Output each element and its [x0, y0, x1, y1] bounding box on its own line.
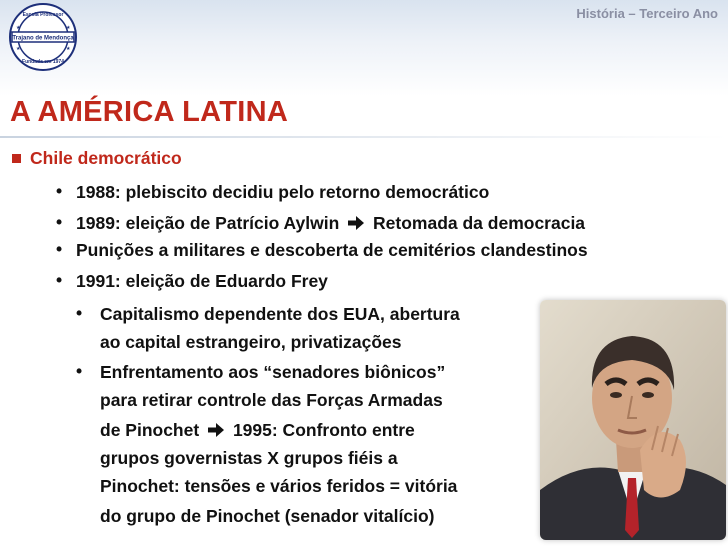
sub-point-2-arrow-before: de Pinochet — [100, 420, 200, 440]
right-arrow-icon — [347, 215, 365, 231]
title-divider — [0, 136, 728, 138]
sub-point-2-line-5: Pinochet: tensões e vários feridos = vitória — [100, 476, 458, 496]
sub-point-2-line-1: Enfrentamento aos “senadores biônicos” — [100, 362, 446, 382]
point-2-after: Retomada da democracia — [373, 213, 586, 233]
point-2-before: 1989: eleição de Patrício Aylwin — [76, 213, 340, 233]
logo-top-text: Escola Professor — [22, 12, 64, 18]
portrait-photo — [540, 300, 726, 540]
sub-point-2-line-6: do grupo de Pinochet (senador vitalício) — [100, 506, 435, 526]
svg-text:★: ★ — [66, 25, 71, 31]
logo-center-text: Trajano de Mendonça — [12, 35, 74, 42]
bullet-dot: • — [56, 270, 63, 290]
bullet-dot: • — [76, 361, 83, 381]
sub-point-2-line-2: para retirar controle das Forças Armadas — [100, 390, 443, 410]
sub-point-1-line-2: ao capital estrangeiro, privatizações — [100, 332, 402, 352]
point-4: 1991: eleição de Eduardo Frey — [76, 271, 328, 291]
logo-bottom-text: Fundada em 1974 — [22, 59, 64, 65]
point-2 — [76, 212, 585, 235]
sub-point-2-arrow-after: 1995: Confronto entre — [232, 420, 415, 440]
bullet-dot: • — [56, 181, 63, 201]
sub-point-2-arrow-line — [100, 419, 415, 442]
sub-point-2-line-4: grupos governistas X grupos fiéis a — [100, 448, 398, 468]
sub-point-1-line-1: Capitalismo dependente dos EUA, abertura — [100, 304, 460, 324]
point-1: 1988: plebiscito decidiu pelo retorno democrático — [76, 182, 490, 202]
point-3: Punições a militares e descoberta de cemitérios clandestinos — [76, 240, 588, 260]
course-label: História – Terceiro Ano — [576, 6, 718, 21]
slide-title: A AMÉRICA LATINA — [10, 96, 289, 128]
section-heading — [12, 148, 182, 169]
section-heading-text: Chile democrático — [30, 148, 182, 168]
square-bullet-icon — [12, 154, 21, 163]
svg-text:★: ★ — [66, 46, 71, 52]
svg-text:★: ★ — [16, 25, 21, 31]
bullet-dot: • — [56, 239, 63, 259]
bullet-dot: • — [56, 212, 63, 232]
svg-text:★: ★ — [16, 46, 21, 52]
school-logo — [8, 2, 78, 72]
bullet-dot: • — [76, 303, 83, 323]
right-arrow-icon — [207, 422, 225, 438]
